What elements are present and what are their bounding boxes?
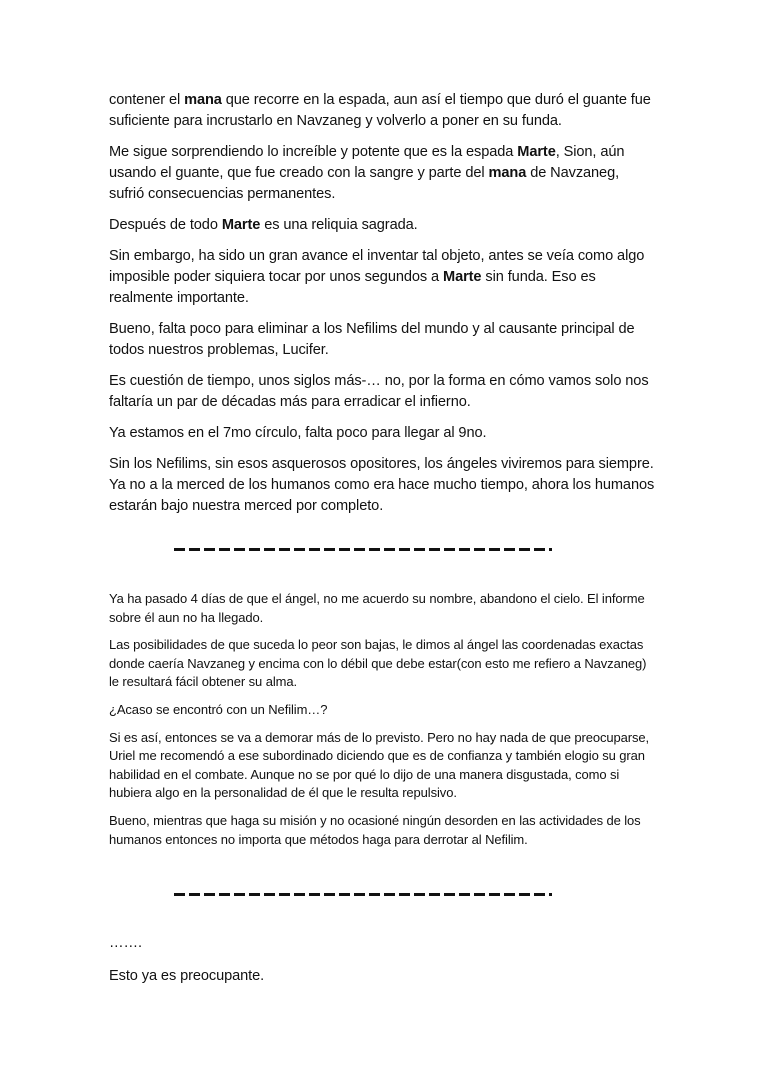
section-divider <box>174 548 552 551</box>
paragraph <box>109 636 657 692</box>
text-run: sin funda. Eso es realmente importante. <box>109 269 596 306</box>
text-run: Las posibilidades de que suceda lo peor son bajas, le dimos al ángel las coordenadas exactas donde caería Navzaneg y encima con lo débil que debe estar(con esto me refiero a Navzaneg) le resultará fácil obtener su alma. <box>109 637 647 690</box>
bold-text: Marte <box>517 144 556 160</box>
section-divider <box>174 893 552 896</box>
text-run: ……. <box>109 935 142 951</box>
text-run: Después de todo <box>109 217 222 233</box>
text-run: de Navzaneg, sufrió consecuencias permanentes. <box>109 165 620 202</box>
text-run: Sin embargo, ha sido un gran avance el inventar tal objeto, antes se veía como algo imposible poder siquiera tocar por unos segundos a <box>109 248 645 285</box>
text-run: Esto ya es preocupante. <box>109 968 265 984</box>
paragraph <box>109 371 657 413</box>
text-run: Sin los Nefilims, sin esos asquerosos opositores, los ángeles viviremos para siempre. Ya no a la merced de los humanos como era hace mucho tiempo, ahora los humanos estarán bajo nuestra merced por completo. <box>109 456 655 514</box>
paragraph <box>109 729 657 803</box>
text-run: Bueno, mientras que haga su misión y no ocasioné ningún desorden en las actividades de los humanos entonces no importa que métodos haga para derrotar al Nefilim. <box>109 812 641 847</box>
paragraph <box>109 215 657 236</box>
paragraph <box>109 319 657 361</box>
text-run: , Sion, aún usando el guante, que fue creado con la sangre y parte del <box>109 144 625 181</box>
bold-text: mana <box>184 92 222 108</box>
paragraph <box>109 590 657 627</box>
bold-text: Marte <box>443 269 482 285</box>
bold-text: mana <box>488 165 527 181</box>
text-run: es una reliquia sagrada. <box>260 217 418 233</box>
text-run: contener el <box>109 92 185 108</box>
text-section-1 <box>109 90 657 517</box>
text-run: Bueno, falta poco para eliminar a los Nefilims del mundo y al causante principal de todos nuestros problemas, Lucifer. <box>109 321 635 358</box>
paragraph <box>109 423 657 444</box>
text-run: Me sigue sorprendiendo lo increíble y potente que es la espada <box>109 144 518 160</box>
paragraph <box>109 90 657 132</box>
paragraph <box>109 454 657 517</box>
paragraph <box>109 142 657 205</box>
text-run: Es cuestión de tiempo, unos siglos más-… no, por la forma en cómo vamos solo nos faltaría un par de décadas más para erradicar el infierno. <box>109 373 649 410</box>
paragraph <box>109 246 657 309</box>
text-section-2 <box>109 590 657 849</box>
paragraph <box>109 812 657 849</box>
paragraph <box>109 966 657 987</box>
text-run: ¿Acaso se encontró con un Nefilim…? <box>109 701 328 717</box>
paragraph <box>109 701 657 720</box>
text-run: Ya ha pasado 4 días de que el ángel, no me acuerdo su nombre, abandono el cielo. El informe sobre él aun no ha llegado. <box>109 591 645 625</box>
text-section-3 <box>109 933 657 987</box>
text-run: Ya estamos en el 7mo círculo, falta poco para llegar al 9no. <box>109 425 487 441</box>
bold-text: Marte <box>221 217 261 233</box>
text-run: Si es así, entonces se va a demorar más de lo previsto. Pero no hay nada de que preocuparse, Uriel me recomendó a ese subordinado diciendo que es de confianza y también elogio su gran habilidad en el combate. Aunque no se por qué lo dijo de una manera disgustada, como si hubiera algo en la personalidad de él que le resulta repulsivo. <box>109 729 650 801</box>
text-run: que recorre en la espada, aun así el tiempo que duró el guante fue suficiente para incrustarlo en Navzaneg y volverlo a poner en su funda. <box>109 92 651 129</box>
paragraph <box>109 933 657 954</box>
